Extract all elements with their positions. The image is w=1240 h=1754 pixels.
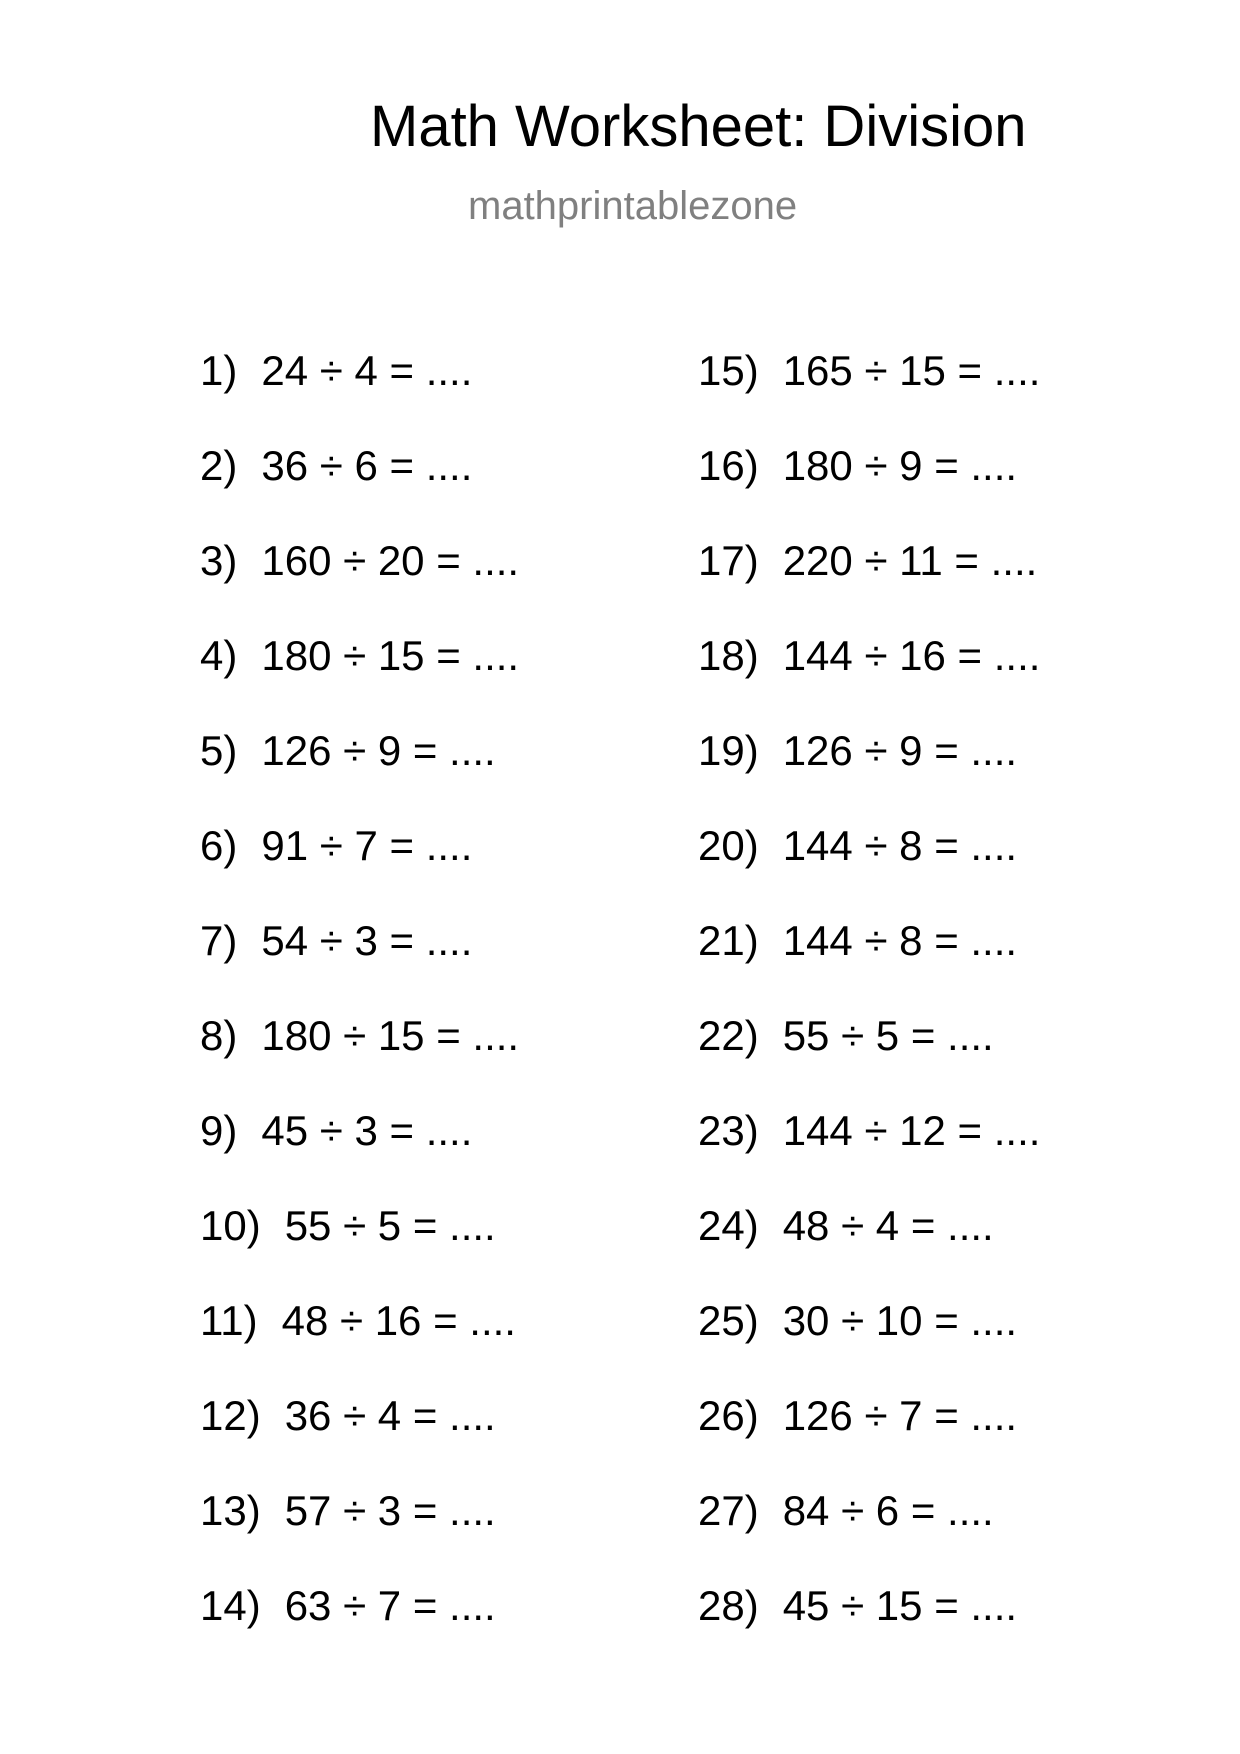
problem-column-left <box>200 347 520 1680</box>
problem-number: 5) <box>200 727 238 774</box>
problem-expression: 45 ÷ 15 = .... <box>782 1582 1018 1629</box>
problem-expression: 45 ÷ 3 = .... <box>261 1107 473 1154</box>
problem-item <box>200 442 519 540</box>
problem-number: 17) <box>698 537 759 584</box>
problem-number: 1) <box>200 347 238 394</box>
problem-expression: 30 ÷ 10 = .... <box>782 1297 1018 1344</box>
problem-expression: 36 ÷ 4 = .... <box>284 1392 496 1439</box>
problem-number: 2) <box>200 442 238 489</box>
problem-number: 3) <box>200 537 238 584</box>
problem-number: 23) <box>698 1107 759 1154</box>
problem-expression: 48 ÷ 4 = .... <box>782 1202 994 1249</box>
problem-expression: 180 ÷ 15 = .... <box>261 632 520 679</box>
problem-item <box>698 1107 1041 1205</box>
problem-expression: 160 ÷ 20 = .... <box>261 537 520 584</box>
problem-item <box>200 537 520 635</box>
problem-expression: 24 ÷ 4 = .... <box>261 347 473 394</box>
problem-number: 20) <box>698 822 759 869</box>
problem-expression: 91 ÷ 7 = .... <box>261 822 473 869</box>
problem-item <box>200 1487 519 1585</box>
problem-number: 10) <box>200 1202 261 1249</box>
problem-expression: 180 ÷ 15 = .... <box>261 1012 520 1059</box>
problem-item <box>698 537 1040 635</box>
problem-number: 9) <box>200 1107 238 1154</box>
problem-number: 26) <box>698 1392 759 1439</box>
problem-expression: 144 ÷ 8 = .... <box>782 822 1018 869</box>
problem-item <box>200 1297 519 1395</box>
problem-expression: 165 ÷ 15 = .... <box>782 347 1041 394</box>
problem-item <box>200 727 519 825</box>
problem-expression: 48 ÷ 16 = .... <box>281 1297 516 1344</box>
problem-expression: 126 ÷ 7 = .... <box>782 1392 1018 1439</box>
problem-expression: 144 ÷ 12 = .... <box>782 1107 1041 1154</box>
problem-expression: 126 ÷ 9 = .... <box>261 727 496 774</box>
page-subtitle: mathprintablezone <box>468 184 798 228</box>
problem-expression: 54 ÷ 3 = .... <box>261 917 473 964</box>
problem-column-right <box>698 347 1041 1680</box>
problem-item <box>698 1297 1040 1395</box>
problem-item <box>200 632 520 730</box>
problem-number: 6) <box>200 822 238 869</box>
problem-number: 8) <box>200 1012 238 1059</box>
problem-expression: 63 ÷ 7 = .... <box>284 1582 496 1629</box>
problem-expression: 144 ÷ 8 = .... <box>782 917 1018 964</box>
problem-expression: 55 ÷ 5 = .... <box>284 1202 496 1249</box>
problem-expression: 55 ÷ 5 = .... <box>782 1012 994 1059</box>
problem-number: 15) <box>698 347 759 394</box>
problem-item <box>698 1012 1040 1110</box>
problem-item <box>698 1392 1040 1490</box>
problem-expression: 57 ÷ 3 = .... <box>284 1487 496 1534</box>
problem-item <box>200 1202 519 1300</box>
problem-expression: 126 ÷ 9 = .... <box>782 727 1018 774</box>
problem-number: 16) <box>698 442 759 489</box>
problem-item <box>200 822 519 920</box>
problem-item <box>698 727 1040 825</box>
problem-number: 24) <box>698 1202 759 1249</box>
problem-item <box>200 1582 519 1680</box>
problem-item <box>200 1012 520 1110</box>
problem-number: 28) <box>698 1582 759 1629</box>
problem-item <box>200 1107 519 1205</box>
problem-item <box>698 442 1040 540</box>
problem-item <box>200 917 519 1015</box>
problem-item <box>698 1582 1040 1680</box>
problem-number: 7) <box>200 917 238 964</box>
problem-item <box>200 347 519 445</box>
problem-expression: 220 ÷ 11 = .... <box>782 537 1038 584</box>
problem-number: 4) <box>200 632 238 679</box>
problem-item <box>698 1202 1040 1300</box>
problem-number: 22) <box>698 1012 759 1059</box>
problem-number: 25) <box>698 1297 759 1344</box>
problem-number: 18) <box>698 632 759 679</box>
problem-item <box>698 917 1040 1015</box>
problem-number: 21) <box>698 917 759 964</box>
problem-number: 12) <box>200 1392 261 1439</box>
problem-number: 13) <box>200 1487 261 1534</box>
problem-expression: 180 ÷ 9 = .... <box>782 442 1018 489</box>
problem-number: 27) <box>698 1487 759 1534</box>
page-title: Math Worksheet: Division <box>370 94 1027 159</box>
problem-expression: 84 ÷ 6 = .... <box>782 1487 994 1534</box>
problem-item <box>698 822 1040 920</box>
problem-number: 19) <box>698 727 759 774</box>
problem-item <box>698 1487 1040 1585</box>
problem-item <box>698 632 1041 730</box>
problem-item <box>200 1392 519 1490</box>
problem-expression: 144 ÷ 16 = .... <box>782 632 1041 679</box>
problem-number: 14) <box>200 1582 261 1629</box>
problem-item <box>698 347 1041 445</box>
problem-expression: 36 ÷ 6 = .... <box>261 442 473 489</box>
problem-number: 11) <box>200 1297 258 1344</box>
